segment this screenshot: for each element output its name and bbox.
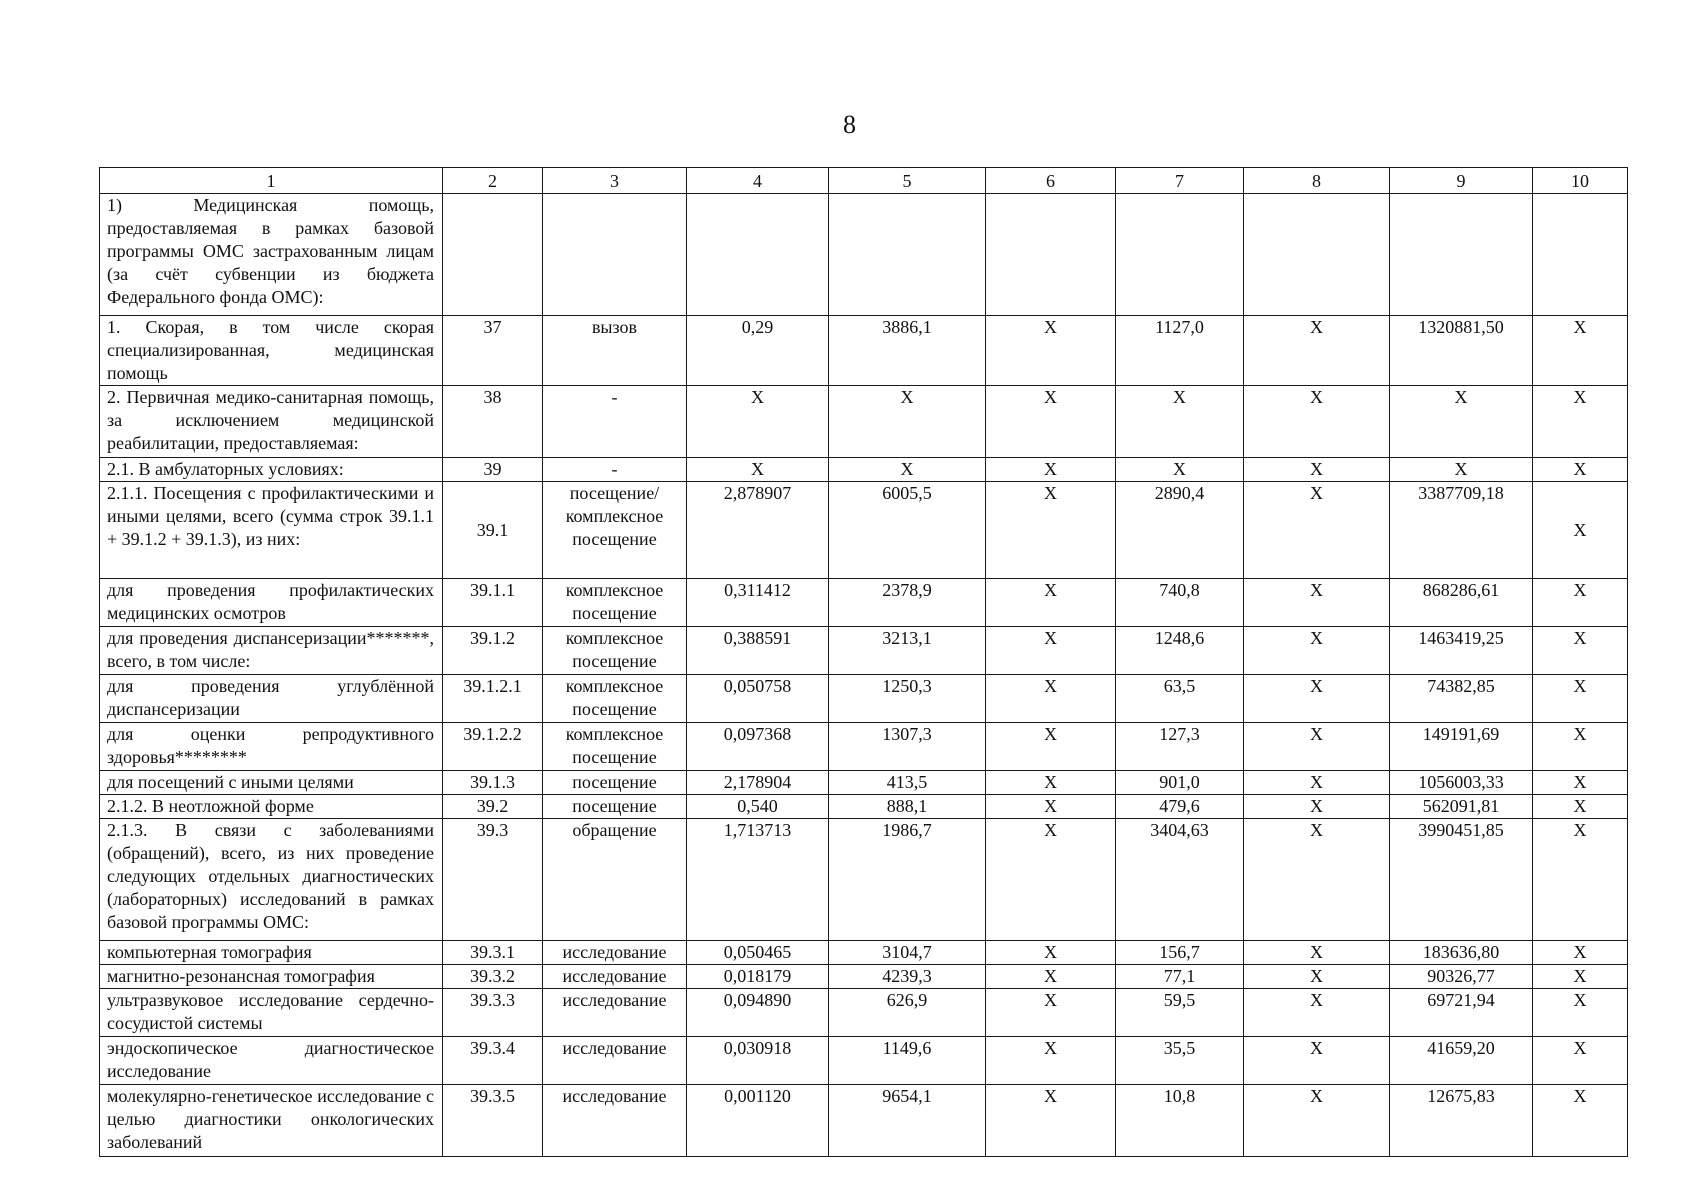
row-unit: посещение/ комплексное посещение: [543, 482, 687, 579]
cell-col8: X: [1244, 795, 1390, 819]
row-unit: комплексное посещение: [543, 627, 687, 675]
row-number: 39: [443, 458, 543, 482]
cell-col4: 0,001120: [687, 1085, 829, 1157]
cell-col7: [1116, 194, 1244, 316]
row-number: 39.1: [443, 482, 543, 579]
table-row: [100, 627, 1628, 675]
cell-col8: X: [1244, 819, 1390, 941]
cell-col7: 2890,4: [1116, 482, 1244, 579]
row-number: 39.3.2: [443, 965, 543, 989]
column-header-9: 9: [1390, 168, 1533, 194]
row-name: 2. Первичная медико-санитарная помощь, за исключением медицинской реабилитации, предоставляемая:: [100, 386, 443, 458]
cell-col4: 1,713713: [687, 819, 829, 941]
cell-col6: X: [986, 989, 1116, 1037]
cell-col10: X: [1533, 579, 1628, 627]
cell-col4: 0,030918: [687, 1037, 829, 1085]
cell-col4: X: [687, 458, 829, 482]
cell-col7: 3404,63: [1116, 819, 1244, 941]
cell-col4: 0,097368: [687, 723, 829, 771]
header-row: [100, 168, 1628, 194]
table-body: [100, 194, 1628, 1157]
cell-col7: 740,8: [1116, 579, 1244, 627]
cell-col9: 74382,85: [1390, 675, 1533, 723]
cell-col8: X: [1244, 675, 1390, 723]
cell-col10: X: [1533, 316, 1628, 386]
cell-col5: 4239,3: [829, 965, 986, 989]
cell-col7: 35,5: [1116, 1037, 1244, 1085]
cell-col6: X: [986, 1085, 1116, 1157]
row-number: 39.3.4: [443, 1037, 543, 1085]
cell-col7: X: [1116, 386, 1244, 458]
cell-col4: 0,094890: [687, 989, 829, 1037]
row-name: 2.1.2. В неотложной форме: [100, 795, 443, 819]
table-row: [100, 723, 1628, 771]
cell-col6: [986, 194, 1116, 316]
cell-col6: X: [986, 458, 1116, 482]
cell-col4: 0,388591: [687, 627, 829, 675]
cell-col9: 562091,81: [1390, 795, 1533, 819]
row-name: 1) Медицинская помощь, предоставляемая в рамках базовой программы ОМС застрахованным лицам (за счёт субвенции из бюджета Федерального фонда ОМС):: [100, 194, 443, 316]
table-row: [100, 989, 1628, 1037]
cell-col4: [687, 194, 829, 316]
row-unit: [543, 194, 687, 316]
cell-col6: X: [986, 316, 1116, 386]
cell-col5: 2378,9: [829, 579, 986, 627]
cell-col5: 9654,1: [829, 1085, 986, 1157]
cell-col10: X: [1533, 458, 1628, 482]
row-number: 39.3.5: [443, 1085, 543, 1157]
row-name: компьютерная томография: [100, 941, 443, 965]
cell-col5: 3104,7: [829, 941, 986, 965]
cell-col6: X: [986, 819, 1116, 941]
table-row: [100, 675, 1628, 723]
row-name: 2.1.1. Посещения с профилактическими и иными целями, всего (сумма строк 39.1.1 + 39.1.2 + 39.1.3), из них:: [100, 482, 443, 579]
column-header-7: 7: [1116, 168, 1244, 194]
cell-col9: X: [1390, 386, 1533, 458]
cell-col4: 0,540: [687, 795, 829, 819]
row-unit: посещение: [543, 795, 687, 819]
row-name: для проведения диспансеризации*******, всего, в том числе:: [100, 627, 443, 675]
cell-col7: 479,6: [1116, 795, 1244, 819]
cell-col5: 888,1: [829, 795, 986, 819]
cell-col5: 6005,5: [829, 482, 986, 579]
table-row: [100, 482, 1628, 579]
cell-col5: 3886,1: [829, 316, 986, 386]
table-row: [100, 965, 1628, 989]
cell-col6: X: [986, 627, 1116, 675]
row-unit: исследование: [543, 941, 687, 965]
cell-col8: [1244, 194, 1390, 316]
cell-col6: X: [986, 723, 1116, 771]
cell-col4: 0,050465: [687, 941, 829, 965]
cell-col10: X: [1533, 819, 1628, 941]
row-name: 1. Скорая, в том числе скорая специализированная, медицинская помощь: [100, 316, 443, 386]
cell-col8: X: [1244, 941, 1390, 965]
row-number: 39.1.2.2: [443, 723, 543, 771]
cell-col10: X: [1533, 723, 1628, 771]
table-row: [100, 316, 1628, 386]
cell-col6: X: [986, 1037, 1116, 1085]
cell-col9: X: [1390, 458, 1533, 482]
cell-col4: 0,018179: [687, 965, 829, 989]
cell-col6: X: [986, 386, 1116, 458]
cell-col10: X: [1533, 989, 1628, 1037]
cell-col9: 69721,94: [1390, 989, 1533, 1037]
table-row: [100, 386, 1628, 458]
cell-col7: 901,0: [1116, 771, 1244, 795]
cell-col7: X: [1116, 458, 1244, 482]
cell-col10: X: [1533, 941, 1628, 965]
row-number: 38: [443, 386, 543, 458]
cell-col4: 2,878907: [687, 482, 829, 579]
row-name: 2.1. В амбулаторных условиях:: [100, 458, 443, 482]
row-number: 39.2: [443, 795, 543, 819]
column-header-4: 4: [687, 168, 829, 194]
row-name: 2.1.3. В связи с заболеваниями (обращений), всего, из них проведение следующих отдельных диагностических (лабораторных) исследований в рамках базовой программы ОМС:: [100, 819, 443, 941]
cell-col8: X: [1244, 1085, 1390, 1157]
cell-col8: X: [1244, 316, 1390, 386]
table-row: [100, 1085, 1628, 1157]
cell-col7: 63,5: [1116, 675, 1244, 723]
row-unit: посещение: [543, 771, 687, 795]
cell-col9: 868286,61: [1390, 579, 1533, 627]
cell-col8: X: [1244, 771, 1390, 795]
cell-col9: [1390, 194, 1533, 316]
table-row: [100, 819, 1628, 941]
row-number: 39.1.1: [443, 579, 543, 627]
cell-col8: X: [1244, 1037, 1390, 1085]
row-name: магнитно-резонансная томография: [100, 965, 443, 989]
row-unit: исследование: [543, 989, 687, 1037]
row-unit: исследование: [543, 1037, 687, 1085]
row-number: 39.1.2: [443, 627, 543, 675]
cell-col10: X: [1533, 675, 1628, 723]
table-row: [100, 795, 1628, 819]
cell-col9: 1463419,25: [1390, 627, 1533, 675]
row-name: ультразвуковое исследование сердечно-сосудистой системы: [100, 989, 443, 1037]
cell-col4: X: [687, 386, 829, 458]
cell-col4: 2,178904: [687, 771, 829, 795]
cell-col8: X: [1244, 627, 1390, 675]
cell-col7: 59,5: [1116, 989, 1244, 1037]
cell-col7: 1127,0: [1116, 316, 1244, 386]
cell-col7: 127,3: [1116, 723, 1244, 771]
cell-col9: 1056003,33: [1390, 771, 1533, 795]
row-number: [443, 194, 543, 316]
row-number: 37: [443, 316, 543, 386]
cell-col10: X: [1533, 1037, 1628, 1085]
column-header-1: 1: [100, 168, 443, 194]
cell-col7: 156,7: [1116, 941, 1244, 965]
column-header-5: 5: [829, 168, 986, 194]
row-number: 39.1.2.1: [443, 675, 543, 723]
cell-col7: 1248,6: [1116, 627, 1244, 675]
cell-col8: X: [1244, 579, 1390, 627]
column-header-6: 6: [986, 168, 1116, 194]
cell-col10: [1533, 194, 1628, 316]
cell-col8: X: [1244, 458, 1390, 482]
cell-col4: 0,29: [687, 316, 829, 386]
cell-col10: X: [1533, 795, 1628, 819]
cell-col8: X: [1244, 386, 1390, 458]
cell-col10: X: [1533, 965, 1628, 989]
cell-col5: 1250,3: [829, 675, 986, 723]
column-header-8: 8: [1244, 168, 1390, 194]
cell-col9: 3990451,85: [1390, 819, 1533, 941]
row-name: для проведения профилактических медицинских осмотров: [100, 579, 443, 627]
column-header-2: 2: [443, 168, 543, 194]
table-row: [100, 458, 1628, 482]
cell-col5: 626,9: [829, 989, 986, 1037]
row-name: молекулярно-генетическое исследование с целью диагностики онкологических заболеваний: [100, 1085, 443, 1157]
cell-col7: 10,8: [1116, 1085, 1244, 1157]
row-unit: исследование: [543, 965, 687, 989]
tariff-table-wrapper: [99, 167, 1627, 1157]
cell-col10: X: [1533, 771, 1628, 795]
cell-col5: 1307,3: [829, 723, 986, 771]
cell-col9: 149191,69: [1390, 723, 1533, 771]
cell-col6: X: [986, 795, 1116, 819]
cell-col5: 1986,7: [829, 819, 986, 941]
table-row: [100, 771, 1628, 795]
cell-col9: 3387709,18: [1390, 482, 1533, 579]
row-unit: обращение: [543, 819, 687, 941]
row-unit: комплексное посещение: [543, 723, 687, 771]
row-unit: -: [543, 386, 687, 458]
cell-col6: X: [986, 771, 1116, 795]
row-name: эндоскопическое диагностическое исследование: [100, 1037, 443, 1085]
page-number: 8: [843, 110, 856, 139]
cell-col5: X: [829, 458, 986, 482]
cell-col6: X: [986, 482, 1116, 579]
cell-col10: X: [1533, 482, 1628, 579]
row-unit: -: [543, 458, 687, 482]
cell-col8: X: [1244, 989, 1390, 1037]
cell-col8: X: [1244, 965, 1390, 989]
table-row: [100, 1037, 1628, 1085]
cell-col4: 0,050758: [687, 675, 829, 723]
column-header-10: 10: [1533, 168, 1628, 194]
row-unit: комплексное посещение: [543, 675, 687, 723]
table-row: [100, 194, 1628, 316]
cell-col6: X: [986, 941, 1116, 965]
cell-col9: 12675,83: [1390, 1085, 1533, 1157]
cell-col5: 1149,6: [829, 1037, 986, 1085]
row-name: для проведения углублённой диспансеризации: [100, 675, 443, 723]
cell-col7: 77,1: [1116, 965, 1244, 989]
cell-col9: 90326,77: [1390, 965, 1533, 989]
cell-col8: X: [1244, 482, 1390, 579]
cell-col4: 0,311412: [687, 579, 829, 627]
cell-col5: 413,5: [829, 771, 986, 795]
cell-col9: 183636,80: [1390, 941, 1533, 965]
cell-col10: X: [1533, 386, 1628, 458]
cell-col8: X: [1244, 723, 1390, 771]
cell-col6: X: [986, 675, 1116, 723]
row-number: 39.3: [443, 819, 543, 941]
cell-col6: X: [986, 965, 1116, 989]
cell-col5: X: [829, 386, 986, 458]
row-name: для оценки репродуктивного здоровья********: [100, 723, 443, 771]
row-number: 39.1.3: [443, 771, 543, 795]
table-row: [100, 941, 1628, 965]
cell-col9: 41659,20: [1390, 1037, 1533, 1085]
cell-col5: 3213,1: [829, 627, 986, 675]
table-row: [100, 579, 1628, 627]
row-number: 39.3.1: [443, 941, 543, 965]
column-header-3: 3: [543, 168, 687, 194]
row-unit: вызов: [543, 316, 687, 386]
cell-col5: [829, 194, 986, 316]
cell-col10: X: [1533, 627, 1628, 675]
cell-col9: 1320881,50: [1390, 316, 1533, 386]
row-number: 39.3.3: [443, 989, 543, 1037]
row-unit: исследование: [543, 1085, 687, 1157]
table-header: [100, 168, 1628, 194]
row-unit: комплексное посещение: [543, 579, 687, 627]
tariff-table: [99, 167, 1628, 1157]
cell-col10: X: [1533, 1085, 1628, 1157]
row-name: для посещений с иными целями: [100, 771, 443, 795]
cell-col6: X: [986, 579, 1116, 627]
